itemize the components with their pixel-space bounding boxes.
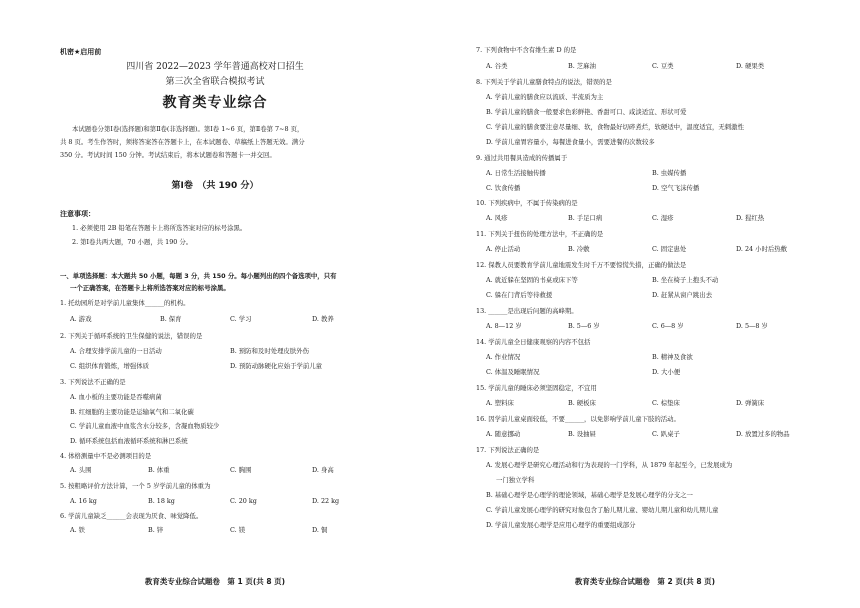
- option: A. 塑料床: [486, 399, 514, 407]
- question-options: [0, 315, 430, 324]
- question-stem: 1. 托幼园所是对学前儿童集体______的机构。: [60, 299, 190, 307]
- option: B. 芝麻油: [568, 62, 596, 70]
- option: B. 学前儿童的膳食一般要求色彩鲜艳、香甜可口、咸淡适宜、形状可爱: [486, 108, 687, 116]
- option: C. 镁: [230, 526, 246, 534]
- question-options: [430, 62, 860, 71]
- question-options: [0, 497, 430, 506]
- question-options: [0, 526, 430, 535]
- option: B. 手足口病: [568, 214, 603, 222]
- note-item: 2. 第Ⅰ卷共两大题，70 小题，共 190 分。: [72, 238, 193, 246]
- question-stem: 8. 下列关于学前儿童膳食特点的说法，错误的是: [476, 78, 612, 86]
- option: B. 冷敷: [568, 245, 590, 253]
- question-stem: 15. 学前儿童的睡床必须坚固稳定，不宜用: [476, 384, 597, 392]
- option: A. 游戏: [70, 315, 92, 323]
- section-title: 一、单项选择题：本大题共 50 小题，每题 3 分，共 150 分。每小题列出的四个备选项中，只有: [60, 272, 337, 280]
- option: D. 22 kg: [312, 497, 340, 505]
- option: C. 20 kg: [230, 497, 257, 505]
- option: A. 停止活动: [486, 245, 521, 253]
- option: B. 5—6 岁: [568, 322, 600, 330]
- notes-title: 注意事项：: [60, 210, 95, 218]
- option: A. 学前儿童的膳食应以流质、半流质为主: [486, 93, 604, 101]
- option: C. 学习: [230, 315, 252, 323]
- option: B. 预防和及时处理皮肤外伤: [230, 347, 310, 355]
- option: A. 16 kg: [70, 497, 97, 505]
- exam-title-line-2: 第三次全省联合模拟考试: [165, 77, 265, 87]
- question-stem: 16. 因学前儿童桌面较低，不要______，以免影响学前儿童下肢的活动。: [476, 415, 680, 423]
- option: A. 血小板的主要功能是吞噬病菌: [70, 393, 162, 401]
- option: B. 保育: [160, 315, 182, 323]
- option: D. 学前儿童胃容量小，每餐进食量小，需要进餐的次数较多: [486, 138, 655, 146]
- option: A. 铁: [70, 526, 86, 534]
- question-stem: 7. 下列食物中不含有维生素 D 的是: [476, 46, 577, 54]
- question-options: [430, 214, 860, 223]
- part-title: 第Ⅰ卷 （共 190 分）: [171, 181, 259, 191]
- option: C. 躲在门背后等待救援: [486, 291, 553, 299]
- question-options: [0, 466, 430, 475]
- option: C. 趴桌子: [652, 430, 680, 438]
- option: D. 24 小时后热敷: [736, 245, 788, 253]
- option: D. 预防动脉硬化应始于学前儿童: [230, 362, 323, 370]
- option: D. 猩红热: [736, 214, 765, 222]
- option: B. 红细胞的主要功能是运输氧气和二氧化碳: [70, 408, 194, 416]
- option: C. 豆类: [652, 62, 674, 70]
- section-title: 一个正确答案，在答题卡上将所选答案对应的标号涂黑。: [70, 284, 230, 292]
- option: D. 大小便: [652, 368, 681, 376]
- option: D. 赶紧从窗户跳出去: [652, 291, 713, 299]
- option: B. 体重: [148, 466, 170, 474]
- option: B. 虫媒传播: [652, 169, 687, 177]
- option: A. 随意挪动: [486, 430, 521, 438]
- option: C. 6—8 岁: [652, 322, 684, 330]
- question-stem: 9. 通过共用餐具造成的传播属于: [476, 154, 568, 162]
- option: C. 学前儿童发展心理学的研究对象包含了胎儿期儿童、婴幼儿期儿童和幼儿期儿童: [486, 506, 719, 514]
- option: A. 作业情况: [486, 353, 521, 361]
- option-continuation: 一门独立学科: [496, 476, 535, 484]
- option: A. 头围: [70, 466, 92, 474]
- option: D. 5—8 岁: [736, 322, 768, 330]
- subject-title: 教育类专业综合: [162, 95, 268, 111]
- option: D. 教养: [312, 315, 334, 323]
- option: B. 基础心理学是心理学的理论领域，基础心理学是发展心理学的分支之一: [486, 491, 693, 499]
- option: C. 组织体育锻炼，增强体质: [70, 362, 150, 370]
- option: A. 合理安排学前儿童的一日活动: [70, 347, 162, 355]
- option: B. 锌: [148, 526, 164, 534]
- question-stem: 10. 下列疾病中，不属于传染病的是: [476, 199, 578, 207]
- option: A. 8—12 岁: [486, 322, 522, 330]
- question-stem: 13. ______是出现后问题的高峰期。: [476, 307, 578, 315]
- option: D. 弹簧床: [736, 399, 765, 407]
- question-stem: 4. 体格测量中不是必测项目的是: [60, 452, 152, 460]
- page-footer: 教育类专业综合试题卷 第 1 页(共 8 页): [144, 577, 286, 586]
- option: D. 放置过多的物品: [736, 430, 790, 438]
- intro-line: 共 8 页。考生作答时，须将答案答在答题卡上，在本试题卷、草稿纸上答题无效。满分: [60, 138, 305, 146]
- option: C. 学前儿童的膳食要注意尽量细、软，食物最好切碎煮烂，软硬适中，温度适宜，无刺激性: [486, 123, 744, 131]
- question-stem: 14. 学前儿童全日健康观察的内容不包括: [476, 338, 591, 346]
- question-stem: 3. 下列说法不正确的是: [60, 378, 126, 386]
- question-options: [430, 322, 860, 331]
- option: A. 日常生活接触传播: [486, 169, 546, 177]
- option: C. 棕垫床: [652, 399, 680, 407]
- option: A. 就近躲在坚固的书桌或床下等: [486, 276, 578, 284]
- option: D. 铜: [312, 526, 328, 534]
- question-stem: 12. 保教人员要教育学前儿童地震发生时千万不要惊慌失措，正确的做法是: [476, 261, 687, 269]
- option: B. 坐在椅子上抱头不动: [652, 276, 719, 284]
- page-footer: 教育类专业综合试题卷 第 2 页(共 8 页): [574, 577, 716, 586]
- option: C. 固定患处: [652, 245, 687, 253]
- exam-page-2: [430, 0, 860, 608]
- option: A. 风疹: [486, 214, 508, 222]
- option: D. 学前儿童发展心理学是应用心理学的重要组成部分: [486, 521, 636, 529]
- question-options: [430, 399, 860, 408]
- question-options: [430, 245, 860, 254]
- option: A. 发展心理学是研究心理活动和行为表现的一门学科，从 1879 年起至今，已发展成为: [486, 461, 733, 469]
- option: D. 硬果类: [736, 62, 765, 70]
- option: C. 学前儿童血液中血浆含水分较多，含凝血物质较少: [70, 422, 220, 430]
- question-stem: 2. 下列关于循环系统的卫生保健的说法，错误的是: [60, 332, 203, 340]
- option: A. 谷类: [486, 62, 508, 70]
- note-item: 1. 必须使用 2B 铅笔在答题卡上将所选答案对应的标号涂黑。: [72, 224, 247, 232]
- option: C. 体温及睡眠情况: [486, 368, 540, 376]
- confidential-mark: 机密★启用前: [60, 48, 102, 56]
- option: C. 饮食传播: [486, 184, 521, 192]
- option: B. 硬板床: [568, 399, 596, 407]
- option: D. 循环系统包括血液循环系统和淋巴系统: [70, 437, 188, 445]
- exam-title-line-1: 四川省 2022—2023 学年普通高校对口招生: [126, 62, 304, 72]
- option: C. 湿疹: [652, 214, 674, 222]
- option: B. 设抽屉: [568, 430, 596, 438]
- option: B. 18 kg: [148, 497, 175, 505]
- question-stem: 5. 按粗略评价方法计算，一个 5 岁学前儿童的体重为: [60, 482, 211, 490]
- option: B. 精神及食欲: [652, 353, 693, 361]
- option: C. 胸围: [230, 466, 252, 474]
- intro-line: 本试题卷分第Ⅰ卷(选择题)和第Ⅱ卷(非选择题)。第Ⅰ卷 1~6 页，第Ⅱ卷第 7~8 页，: [72, 125, 304, 133]
- option: D. 空气飞沫传播: [652, 184, 700, 192]
- question-stem: 6. 学前儿童缺乏______会表现为厌食、味觉降低。: [60, 512, 203, 520]
- intro-line: 350 分。考试时间 150 分钟。考试结束后，将本试题卷和答题卡一并交回。: [60, 151, 276, 159]
- question-stem: 17. 下列说法正确的是: [476, 446, 540, 454]
- question-options: [430, 430, 860, 439]
- question-stem: 11. 下列关于扭伤的处理方法中，不正确的是: [476, 230, 604, 238]
- option: D. 身高: [312, 466, 334, 474]
